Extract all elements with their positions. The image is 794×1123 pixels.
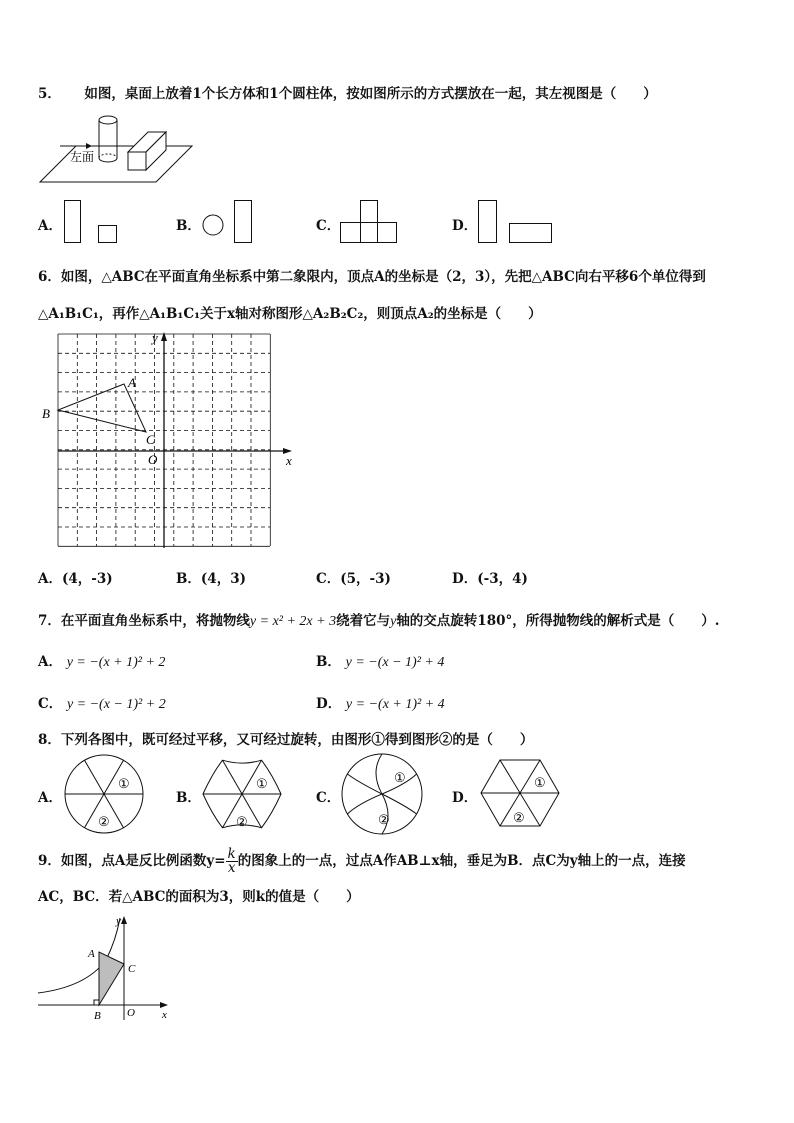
origin-label: O	[148, 452, 158, 467]
question-7-stem: 7．在平面直角坐标系中，将抛物线y = x² + 2x + 3绕着它与y轴的交点旋转180°，所得抛物线的解析式是（ ）.	[38, 613, 720, 629]
svg-text:②: ②	[236, 814, 248, 829]
q7-option-b[interactable]: B． y = −(x − 1)² + 4	[316, 654, 445, 670]
q7-option-d[interactable]: D． y = −(x + 1)² + 4	[316, 696, 445, 712]
q7-option-a[interactable]: A． y = −(x + 1)² + 2	[38, 654, 166, 670]
q8-option-c[interactable]: C．	[316, 790, 341, 806]
question-6-stem-line2: △A₁B₁C₁，再作△A₁B₁C₁关于x轴对称图形△A₂B₂C₂，则顶点A₂的坐标是（ ）	[38, 306, 542, 322]
question-text: 如图，桌面上放着1个长方体和1个圆柱体，按如图所示的方式摆放在一起，其左视图是（ ）	[84, 86, 657, 102]
question-9-stem-line2: AC，BC．若△ABC的面积为3，则k的值是（ ）	[38, 889, 360, 905]
svg-text:①: ①	[118, 776, 130, 791]
q6-coordinate-grid	[40, 328, 300, 552]
q6-option-c[interactable]: C．(5，-3)	[316, 571, 391, 587]
parabola-expression: y = x² + 2x + 3	[249, 614, 337, 629]
q5-solids-figure	[36, 108, 196, 188]
svg-text:O: O	[127, 1007, 135, 1019]
svg-text:x: x	[162, 1009, 167, 1021]
x-axis-label: x	[286, 453, 292, 468]
svg-text:②: ②	[378, 812, 390, 827]
svg-text:②: ②	[98, 814, 110, 829]
q6-option-a[interactable]: A．(4，-3)	[38, 571, 113, 587]
svg-text:C: C	[128, 963, 136, 975]
svg-text:①: ①	[256, 776, 268, 791]
q5-option-b-figure	[202, 200, 262, 244]
q7-option-c[interactable]: C． y = −(x − 1)² + 2	[38, 696, 166, 712]
q5-option-d[interactable]: D．	[452, 218, 478, 234]
svg-text:A: A	[88, 948, 95, 960]
q8-option-a[interactable]: A．	[38, 790, 62, 806]
point-c-label: C	[146, 432, 155, 447]
question-5-stem	[38, 82, 657, 102]
q6-option-d[interactable]: D．(-3，4)	[452, 571, 528, 587]
question-8-stem: 8．下列各图中，既可经过平移，又可经过旋转，由图形①得到图形②的是（ ）	[38, 732, 534, 748]
q8-option-b-figure	[200, 754, 286, 834]
svg-text:B: B	[94, 1010, 101, 1022]
question-6-stem-line1: 6．如图，△ABC在平面直角坐标系中第二象限内，顶点A的坐标是（2，3），先把△ABC向右平移6个单位得到	[38, 269, 706, 285]
q9-function-figure	[36, 912, 176, 1024]
q8-option-d-figure	[478, 756, 564, 832]
svg-text:②: ②	[513, 810, 525, 825]
q8-option-b[interactable]: B．	[176, 790, 201, 806]
q5-option-a-figure	[64, 200, 124, 244]
q5-option-c[interactable]: C．	[316, 218, 341, 234]
point-a-label: A	[128, 375, 136, 390]
left-side-label: 左面	[70, 150, 95, 164]
k-over-x-fraction: $\frac{k}{x}$	[227, 846, 236, 876]
q5-option-b[interactable]: B．	[176, 218, 201, 234]
point-b-label: B	[42, 406, 50, 421]
svg-text:y: y	[116, 915, 121, 927]
question-9-stem-line1: 9．如图，点A是反比例函数y= $\frac{k}{x}$ 的图象上的一点，过点A作AB⊥x轴，垂足为B．点C为y轴上的一点，连接	[38, 846, 686, 876]
svg-text:①: ①	[394, 770, 406, 785]
y-axis-label: y	[152, 330, 158, 345]
q8-option-d[interactable]: D．	[452, 790, 478, 806]
question-number: 5．	[38, 86, 61, 102]
q6-option-b[interactable]: B．(4，3)	[176, 571, 246, 587]
q5-option-c-figure	[340, 200, 400, 244]
q5-option-a[interactable]: A．	[38, 218, 62, 234]
q5-option-d-figure	[478, 200, 558, 244]
svg-text:①: ①	[534, 775, 546, 790]
q8-option-c-figure	[340, 752, 426, 836]
q8-option-a-figure	[62, 754, 148, 834]
